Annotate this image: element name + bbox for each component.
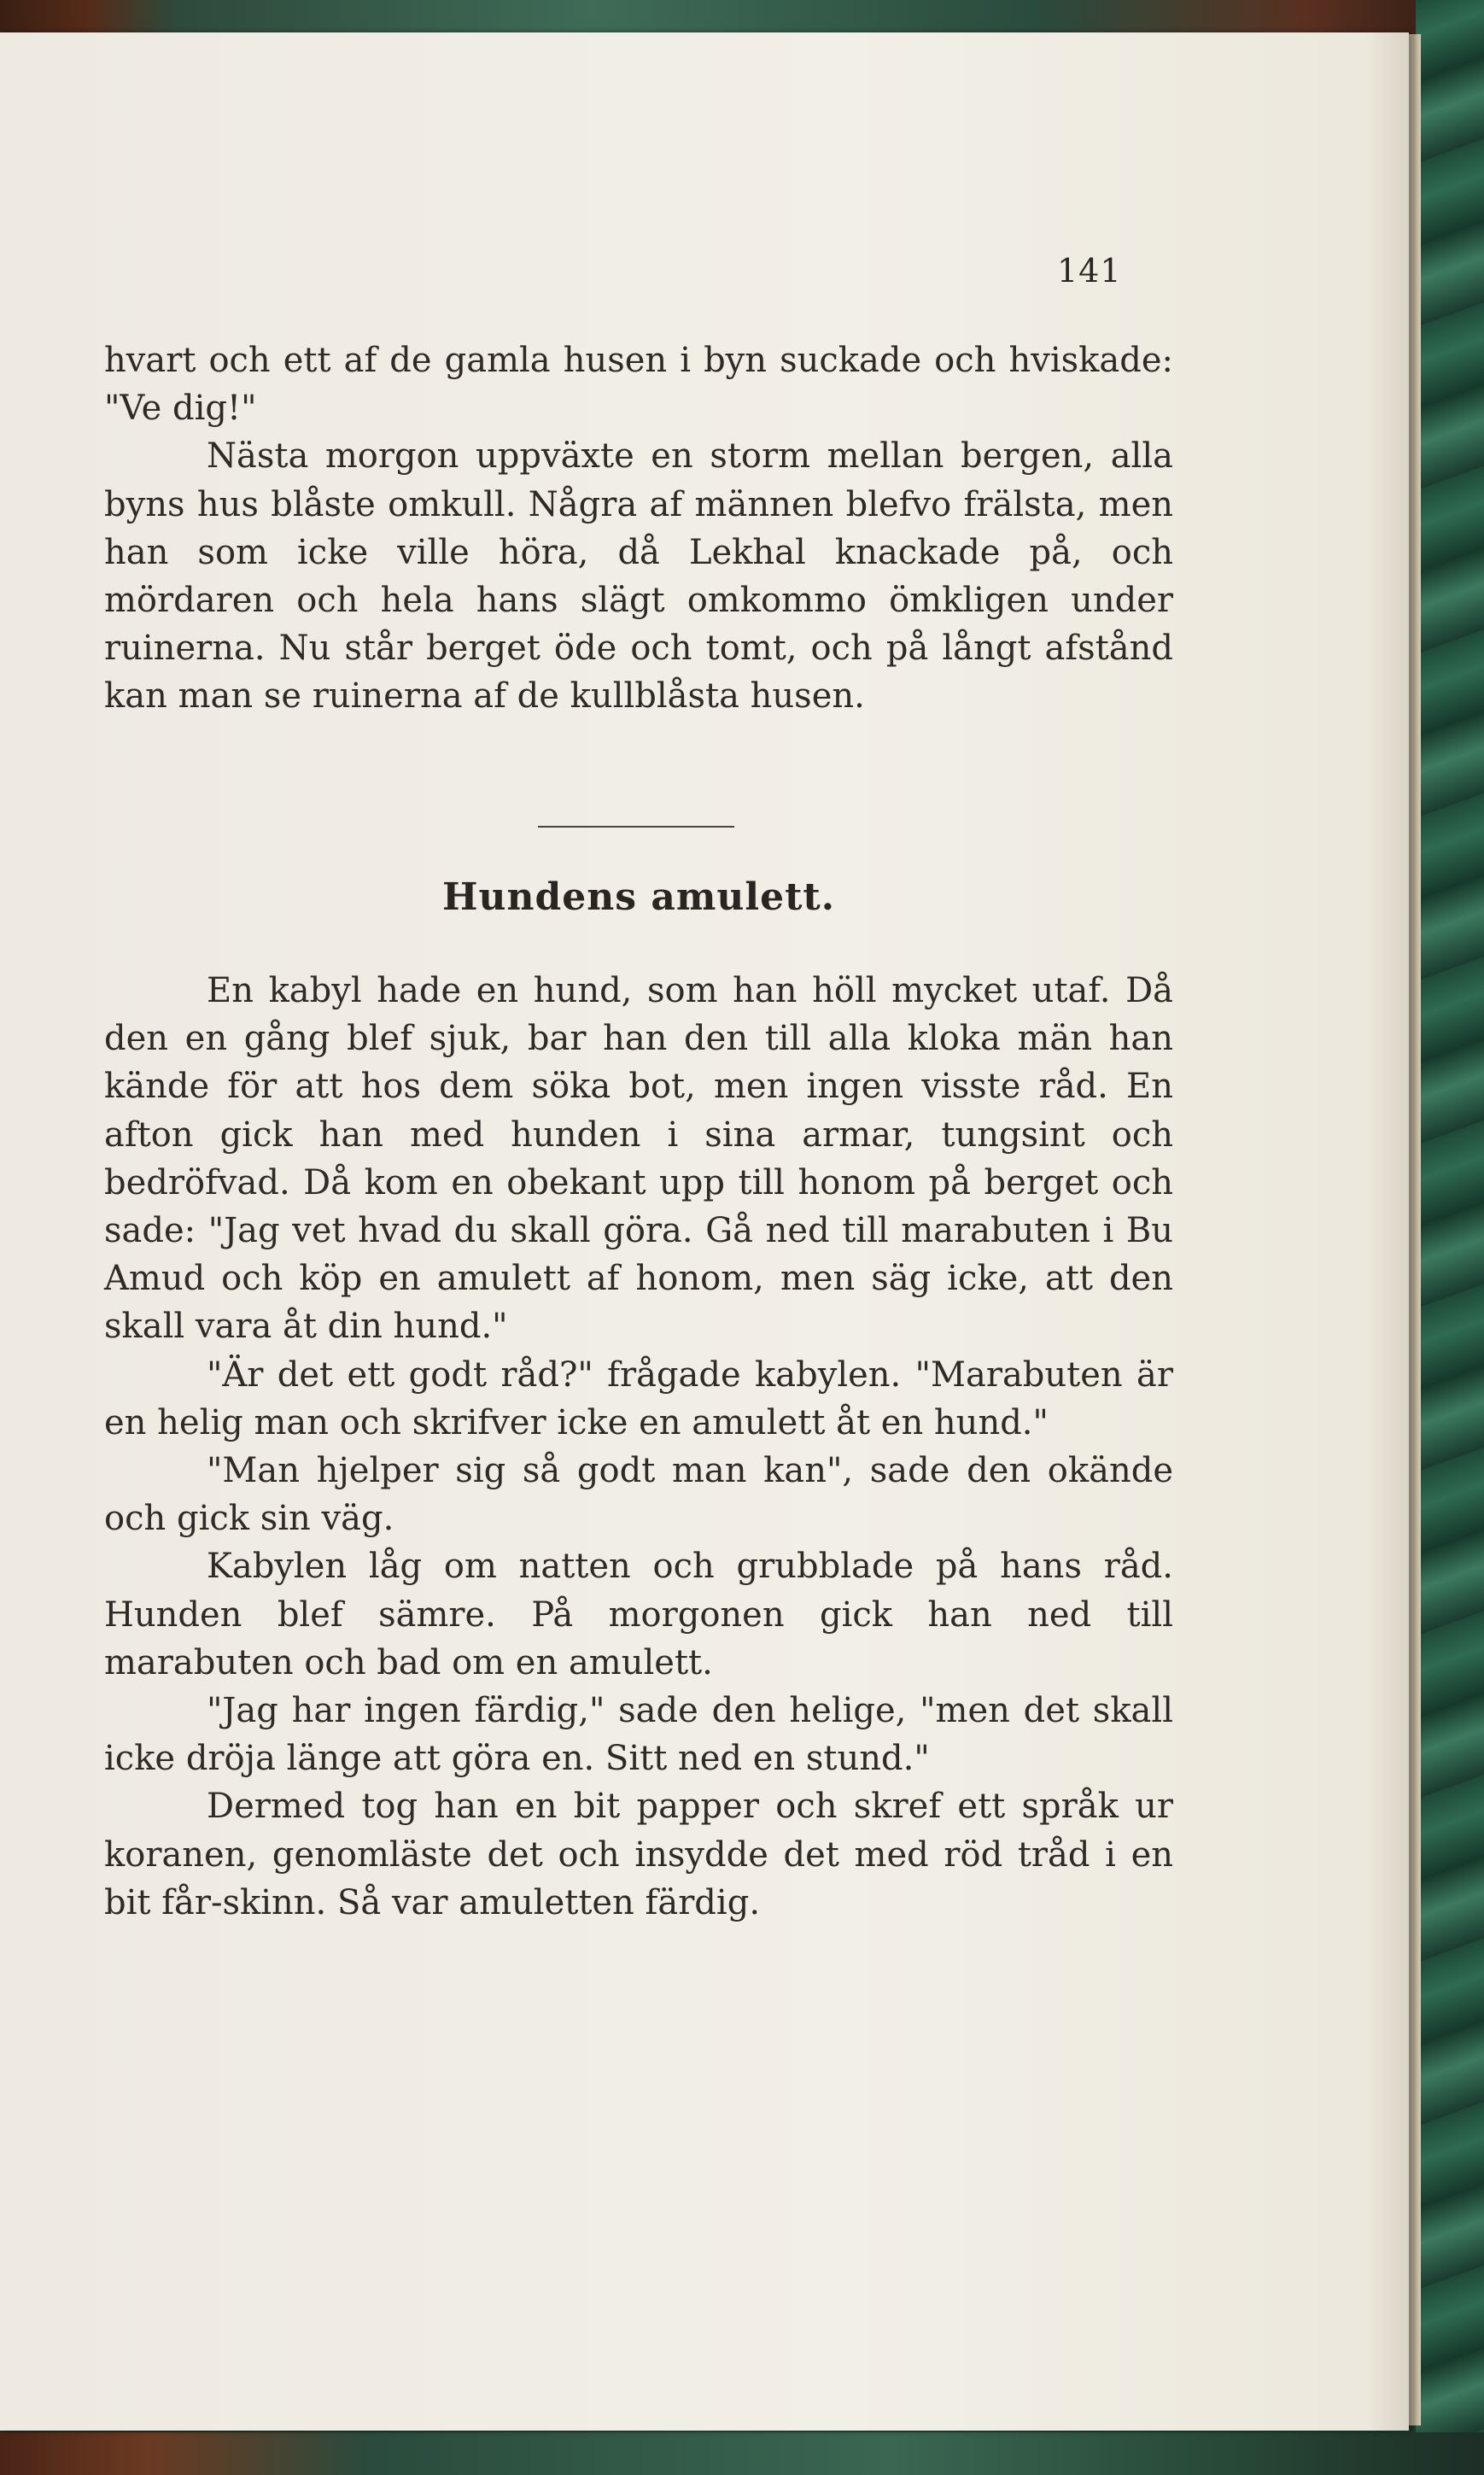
paragraph: Dermed tog han en bit papper och skref ett språk ur koranen, genomläste det och insydde det med röd tråd i en bit får-skinn. Så var amuletten färdig. <box>104 1787 1173 1922</box>
paragraph: En kabyl hade en hund, som han höll mycket utaf. Då den en gång blef sjuk, bar han den till alla kloka män han kände för att hos dem söka bot, men ingen visste råd. En afton gick han med hunden i sina armar, tungsint och bedröfvad. Då kom en obekant upp till honom på berget och sade: "Jag vet hvad du skall göra. Gå ned till marabuten i Bu Amud och köp en amulett af honom, men säg icke, att den skall vara åt din hund." <box>104 971 1173 1347</box>
paragraph: "Är det ett godt råd?" frågade kabylen. "Marabuten är en helig man och skrifver icke en amulett åt en hund." <box>104 1355 1173 1442</box>
cover-board-top <box>0 0 1484 34</box>
paragraph: "Man hjelper sig så godt man kan", sade den okände och gick sin väg. <box>104 1451 1173 1539</box>
section-divider <box>538 826 734 828</box>
text-block-after-title <box>104 967 1173 1927</box>
cover-board-marbled <box>1416 0 1484 2475</box>
paragraph: hvart och ett af de gamla husen i byn suckade och hviskade: "Ve dig!" <box>104 341 1173 429</box>
paragraph: "Jag har ingen färdig," sade den helige, "men det skall icke dröja länge att göra en. Sitt ned en stund." <box>104 1691 1173 1779</box>
paragraph: Nästa morgon uppväxte en storm mellan bergen, alla byns hus blåste omkull. Några af männen blefvo frälsta, men han som icke ville höra, då Lekhal knackade på, och mördaren och hela hans slägt omkommo ömkligen under ruinerna. Nu står berget öde och tomt, och på långt afstånd kan man se ruinerna af de kullblåsta husen. <box>104 436 1173 717</box>
cover-board-bottom <box>0 2432 1484 2475</box>
paragraph: Kabylen låg om natten och grubblade på hans råd. Hunden blef sämre. På morgonen gick han ned till marabuten och bad om en amulett. <box>104 1547 1173 1682</box>
page-number: 141 <box>1057 252 1122 290</box>
section-title: Hundens amulett. <box>441 875 836 919</box>
text-block-before-title <box>104 336 1173 721</box>
page-edges <box>1409 34 1421 2425</box>
